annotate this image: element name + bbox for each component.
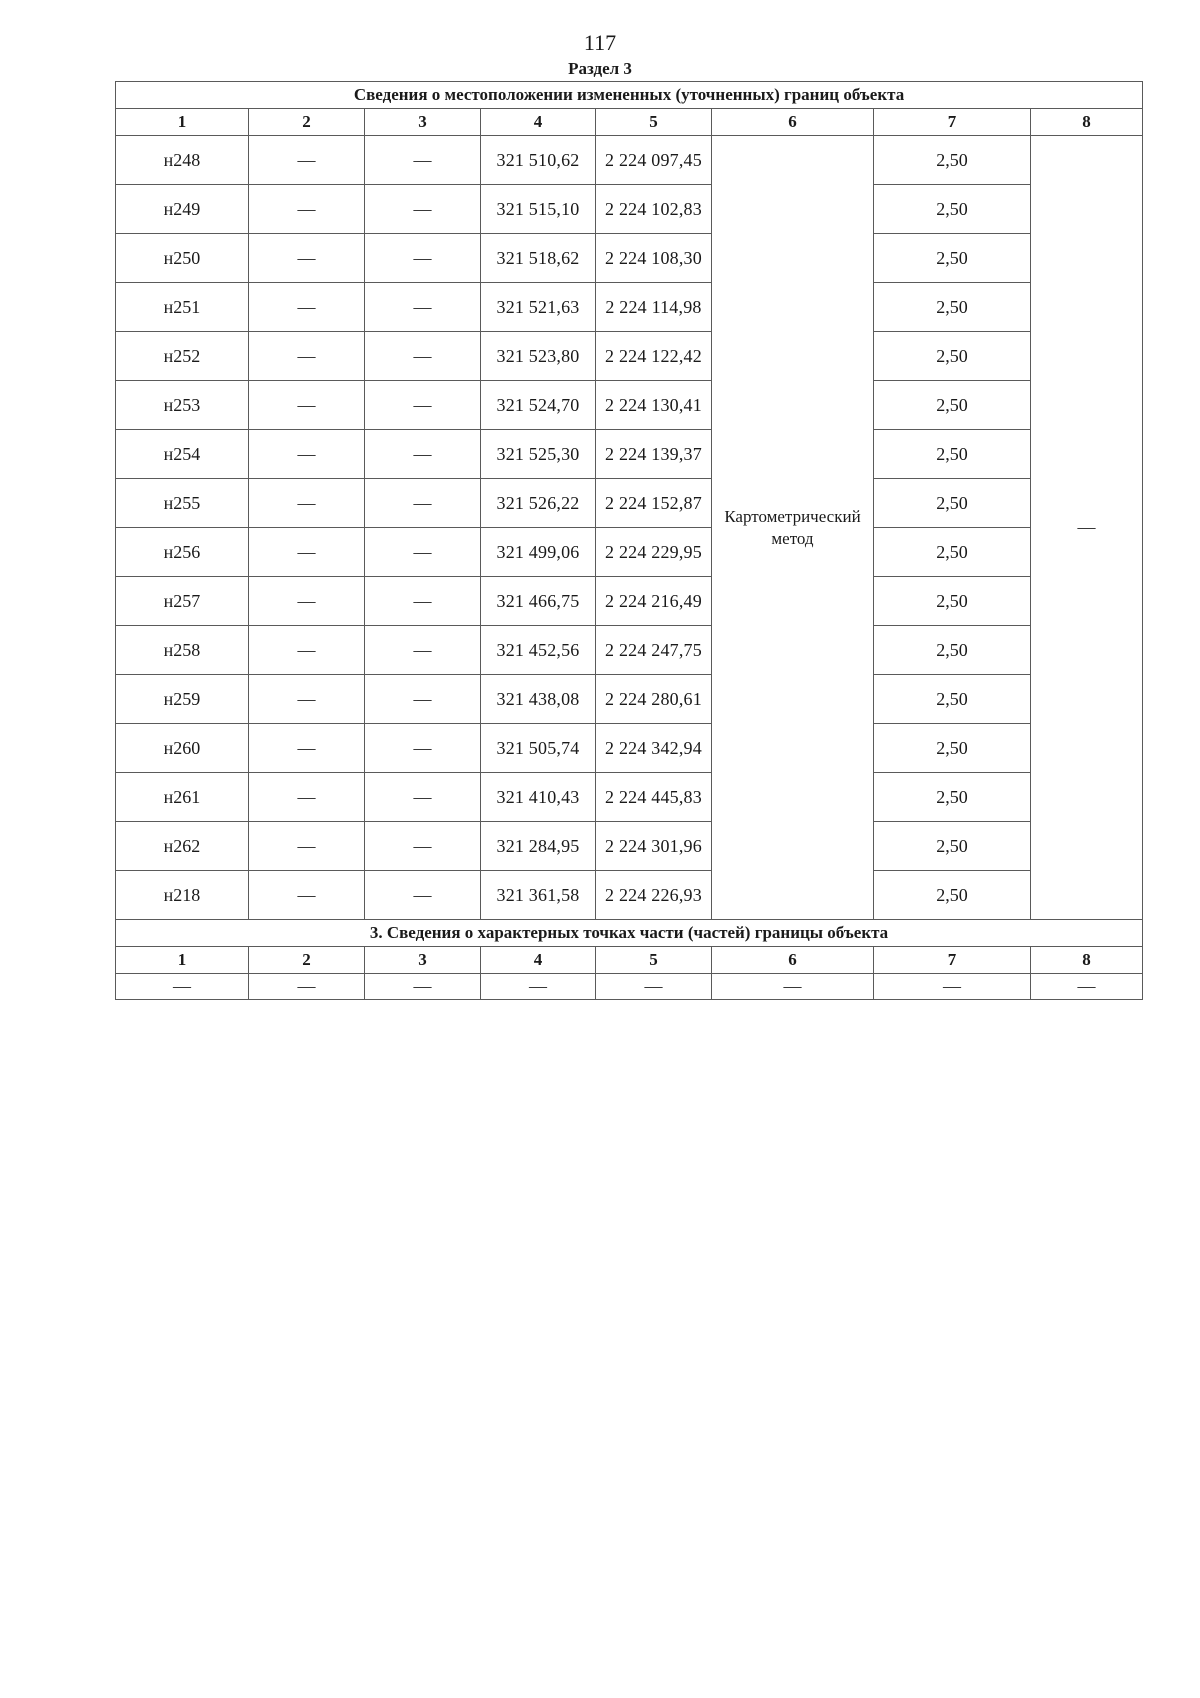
column-header: 8: [1031, 109, 1143, 136]
column-header: 7: [874, 947, 1031, 974]
table1-caption-row: [116, 82, 1143, 109]
table-cell: —: [365, 675, 481, 724]
table-cell: —: [249, 626, 365, 675]
table-cell: —: [365, 974, 481, 1000]
x-coordinate-cell: 321 523,80: [481, 332, 596, 381]
x-coordinate-cell: 321 526,22: [481, 479, 596, 528]
x-coordinate-cell: 321 361,58: [481, 871, 596, 920]
accuracy-cell: 2,50: [874, 234, 1031, 283]
y-coordinate-cell: 2 224 108,30: [596, 234, 712, 283]
table-cell: —: [365, 136, 481, 185]
x-coordinate-cell: 321 521,63: [481, 283, 596, 332]
table-cell: —: [249, 822, 365, 871]
point-name-cell: н254: [116, 430, 249, 479]
table-row: [116, 871, 1143, 920]
table-row: [116, 626, 1143, 675]
table-row: [116, 136, 1143, 185]
table-cell: —: [712, 974, 874, 1000]
table-row: [116, 479, 1143, 528]
accuracy-cell: 2,50: [874, 283, 1031, 332]
table-cell: —: [249, 185, 365, 234]
x-coordinate-cell: 321 452,56: [481, 626, 596, 675]
table-cell: —: [596, 974, 712, 1000]
accuracy-cell: 2,50: [874, 577, 1031, 626]
table-cell: —: [1031, 974, 1143, 1000]
point-name-cell: н248: [116, 136, 249, 185]
table-row: [116, 332, 1143, 381]
column-header: 2: [249, 109, 365, 136]
table-cell: —: [116, 974, 249, 1000]
table-cell: —: [249, 332, 365, 381]
y-coordinate-cell: 2 224 114,98: [596, 283, 712, 332]
y-coordinate-cell: 2 224 301,96: [596, 822, 712, 871]
column-header: 5: [596, 947, 712, 974]
point-name-cell: н258: [116, 626, 249, 675]
table-cell: —: [249, 577, 365, 626]
y-coordinate-cell: 2 224 130,41: [596, 381, 712, 430]
point-name-cell: н256: [116, 528, 249, 577]
table-body: [116, 82, 1143, 1000]
table-row: [116, 185, 1143, 234]
accuracy-cell: 2,50: [874, 871, 1031, 920]
table-cell: —: [249, 430, 365, 479]
table2-row: [116, 974, 1143, 1000]
table-row: [116, 234, 1143, 283]
table-cell: —: [249, 974, 365, 1000]
method-cell: Картометрический метод: [712, 136, 874, 920]
column-header: 4: [481, 947, 596, 974]
accuracy-cell: 2,50: [874, 822, 1031, 871]
point-name-cell: н261: [116, 773, 249, 822]
table-cell: —: [249, 381, 365, 430]
accuracy-cell: 2,50: [874, 626, 1031, 675]
table-cell: —: [365, 430, 481, 479]
table-cell: —: [249, 724, 365, 773]
accuracy-cell: 2,50: [874, 430, 1031, 479]
y-coordinate-cell: 2 224 229,95: [596, 528, 712, 577]
point-name-cell: н253: [116, 381, 249, 430]
y-coordinate-cell: 2 224 097,45: [596, 136, 712, 185]
x-coordinate-cell: 321 515,10: [481, 185, 596, 234]
table-cell: —: [365, 577, 481, 626]
page-number: 117: [583, 30, 617, 55]
x-coordinate-cell: 321 499,06: [481, 528, 596, 577]
table-row: [116, 528, 1143, 577]
table-row: [116, 773, 1143, 822]
table-cell: —: [365, 528, 481, 577]
point-name-cell: н251: [116, 283, 249, 332]
column-header: 2: [249, 947, 365, 974]
point-name-cell: н257: [116, 577, 249, 626]
x-coordinate-cell: 321 505,74: [481, 724, 596, 773]
x-coordinate-cell: 321 524,70: [481, 381, 596, 430]
y-coordinate-cell: 2 224 226,93: [596, 871, 712, 920]
table2-caption: 3. Сведения о характерных точках части (частей) границы объекта: [116, 920, 1143, 947]
table-cell: —: [365, 479, 481, 528]
table-row: [116, 577, 1143, 626]
table1-caption: Сведения о местоположении измененных (уточненных) границ объекта: [116, 82, 1143, 109]
table-cell: —: [365, 332, 481, 381]
x-coordinate-cell: 321 466,75: [481, 577, 596, 626]
table-cell: —: [365, 822, 481, 871]
y-coordinate-cell: 2 224 342,94: [596, 724, 712, 773]
y-coordinate-cell: 2 224 247,75: [596, 626, 712, 675]
table1-header-row: [116, 109, 1143, 136]
accuracy-cell: 2,50: [874, 773, 1031, 822]
y-coordinate-cell: 2 224 280,61: [596, 675, 712, 724]
accuracy-cell: 2,50: [874, 675, 1031, 724]
table-row: [116, 724, 1143, 773]
y-coordinate-cell: 2 224 445,83: [596, 773, 712, 822]
point-name-cell: н250: [116, 234, 249, 283]
table-cell: —: [1031, 136, 1143, 920]
table-cell: —: [365, 381, 481, 430]
accuracy-cell: 2,50: [874, 479, 1031, 528]
table-cell: —: [249, 283, 365, 332]
x-coordinate-cell: 321 438,08: [481, 675, 596, 724]
x-coordinate-cell: 321 410,43: [481, 773, 596, 822]
column-header: 6: [712, 109, 874, 136]
table2-header-row: [116, 947, 1143, 974]
column-header: 3: [365, 947, 481, 974]
table-cell: —: [249, 479, 365, 528]
point-name-cell: н259: [116, 675, 249, 724]
table-cell: —: [365, 724, 481, 773]
point-name-cell: н252: [116, 332, 249, 381]
x-coordinate-cell: 321 510,62: [481, 136, 596, 185]
column-header: 6: [712, 947, 874, 974]
table-row: [116, 430, 1143, 479]
x-coordinate-cell: 321 518,62: [481, 234, 596, 283]
table-cell: —: [249, 234, 365, 283]
table2-caption-row: [116, 920, 1143, 947]
x-coordinate-cell: 321 284,95: [481, 822, 596, 871]
table-cell: —: [365, 234, 481, 283]
accuracy-cell: 2,50: [874, 185, 1031, 234]
accuracy-cell: 2,50: [874, 724, 1031, 773]
point-name-cell: н255: [116, 479, 249, 528]
table-cell: —: [365, 871, 481, 920]
section-title: Раздел 3: [568, 59, 632, 78]
y-coordinate-cell: 2 224 216,49: [596, 577, 712, 626]
column-header: 5: [596, 109, 712, 136]
table-cell: —: [874, 974, 1031, 1000]
boundary-table: [115, 81, 1143, 1000]
table-cell: —: [481, 974, 596, 1000]
table-cell: —: [365, 283, 481, 332]
column-header: 3: [365, 109, 481, 136]
table-cell: —: [249, 136, 365, 185]
accuracy-cell: 2,50: [874, 381, 1031, 430]
column-header: 1: [116, 109, 249, 136]
column-header: 4: [481, 109, 596, 136]
point-name-cell: н218: [116, 871, 249, 920]
table-cell: —: [249, 773, 365, 822]
accuracy-cell: 2,50: [874, 136, 1031, 185]
x-coordinate-cell: 321 525,30: [481, 430, 596, 479]
accuracy-cell: 2,50: [874, 332, 1031, 381]
y-coordinate-cell: 2 224 152,87: [596, 479, 712, 528]
point-name-cell: н262: [116, 822, 249, 871]
column-header: 8: [1031, 947, 1143, 974]
table-row: [116, 675, 1143, 724]
y-coordinate-cell: 2 224 122,42: [596, 332, 712, 381]
table-row: [116, 283, 1143, 332]
table-cell: —: [365, 773, 481, 822]
y-coordinate-cell: 2 224 102,83: [596, 185, 712, 234]
point-name-cell: н260: [116, 724, 249, 773]
point-name-cell: н249: [116, 185, 249, 234]
column-header: 1: [116, 947, 249, 974]
table-cell: —: [365, 626, 481, 675]
accuracy-cell: 2,50: [874, 528, 1031, 577]
table-cell: —: [249, 675, 365, 724]
table-row: [116, 381, 1143, 430]
table-cell: —: [249, 871, 365, 920]
y-coordinate-cell: 2 224 139,37: [596, 430, 712, 479]
column-header: 7: [874, 109, 1031, 136]
table-row: [116, 822, 1143, 871]
table-cell: —: [365, 185, 481, 234]
table-cell: —: [249, 528, 365, 577]
